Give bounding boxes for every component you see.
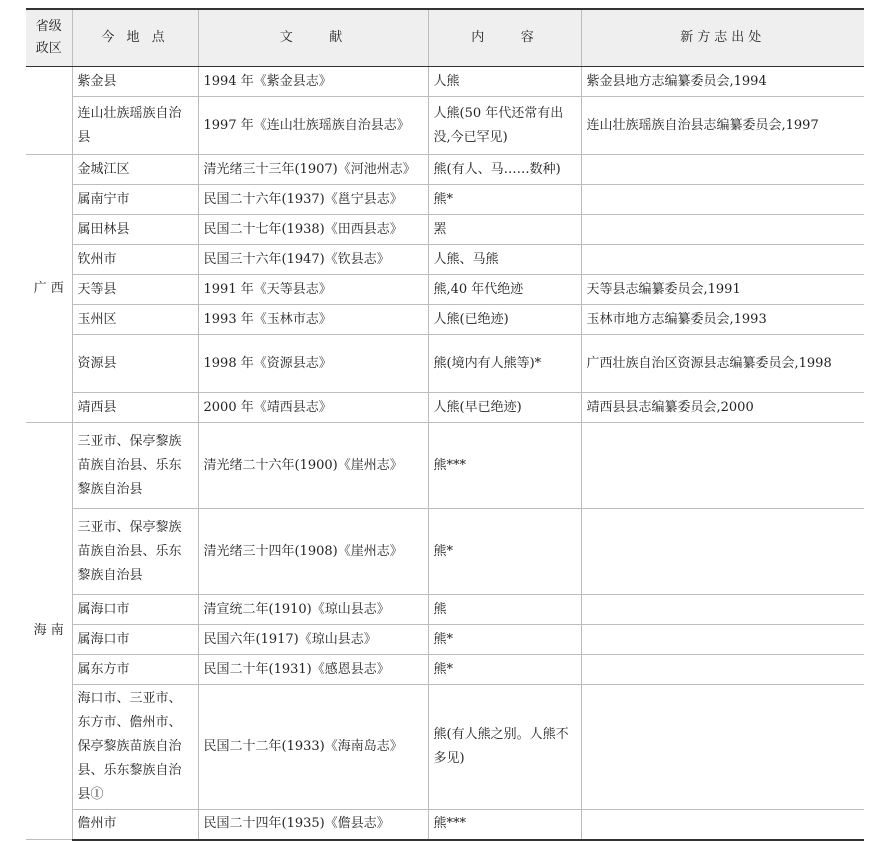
document-cell: 1991 年《天等县志》: [198, 275, 428, 305]
source-cell: 天等县志编纂委员会,1991: [581, 275, 864, 305]
table-row: [26, 393, 864, 423]
location-cell: 属南宁市: [72, 185, 198, 215]
table-row: [26, 275, 864, 305]
source-cell: [581, 655, 864, 685]
content-cell: 熊***: [428, 423, 581, 509]
content-cell: 熊(有人熊之别。人熊不多见): [428, 685, 581, 810]
table-row: [26, 215, 864, 245]
location-cell: 玉州区: [72, 305, 198, 335]
document-cell: 民国六年(1917)《琼山县志》: [198, 625, 428, 655]
content-cell: 熊***: [428, 810, 581, 840]
document-cell: 清光绪三十四年(1908)《崖州志》: [198, 509, 428, 595]
location-cell: 儋州市: [72, 810, 198, 840]
document-page: [26, 8, 864, 841]
document-cell: 民国二十四年(1935)《儋县志》: [198, 810, 428, 840]
location-cell: 属海口市: [72, 595, 198, 625]
content-cell: 人熊(已绝迹): [428, 305, 581, 335]
table-row: [26, 423, 864, 509]
source-cell: 广西壮族自治区资源县志编纂委员会,1998: [581, 335, 864, 393]
location-cell: 属东方市: [72, 655, 198, 685]
bear-records-table: [26, 8, 864, 841]
province-cell: 广 西: [26, 155, 72, 423]
location-cell: 天等县: [72, 275, 198, 305]
content-cell: 人熊(早已绝迹): [428, 393, 581, 423]
document-cell: 1993 年《玉林市志》: [198, 305, 428, 335]
document-cell: 2000 年《靖西县志》: [198, 393, 428, 423]
location-cell: 属田林县: [72, 215, 198, 245]
document-cell: 民国二十二年(1933)《海南岛志》: [198, 685, 428, 810]
table-row: [26, 67, 864, 97]
source-cell: [581, 625, 864, 655]
source-cell: [581, 185, 864, 215]
location-cell: 属海口市: [72, 625, 198, 655]
document-cell: 1994 年《紫金县志》: [198, 67, 428, 97]
source-cell: 连山壮族瑶族自治县志编纂委员会,1997: [581, 97, 864, 155]
source-cell: 紫金县地方志编纂委员会,1994: [581, 67, 864, 97]
source-cell: [581, 685, 864, 810]
source-cell: 玉林市地方志编纂委员会,1993: [581, 305, 864, 335]
document-cell: 民国二十年(1931)《感恩县志》: [198, 655, 428, 685]
header-location: 今 地 点: [72, 9, 198, 67]
document-cell: 清光绪二十六年(1900)《崖州志》: [198, 423, 428, 509]
location-cell: 资源县: [72, 335, 198, 393]
document-cell: 1998 年《资源县志》: [198, 335, 428, 393]
header-source: 新方志出处: [581, 9, 864, 67]
table-row: [26, 685, 864, 810]
content-cell: 熊,40 年代绝迹: [428, 275, 581, 305]
document-cell: 清宣统二年(1910)《琼山县志》: [198, 595, 428, 625]
source-cell: [581, 595, 864, 625]
content-cell: 熊(有人、马……数种): [428, 155, 581, 185]
content-cell: 罴: [428, 215, 581, 245]
table-header-row: [26, 9, 864, 67]
header-content: 内 容: [428, 9, 581, 67]
content-cell: 熊: [428, 595, 581, 625]
document-cell: 民国二十六年(1937)《邕宁县志》: [198, 185, 428, 215]
source-cell: 靖西县县志编纂委员会,2000: [581, 393, 864, 423]
source-cell: [581, 245, 864, 275]
header-document: 文 献: [198, 9, 428, 67]
table-row: [26, 155, 864, 185]
table-row: [26, 810, 864, 840]
content-cell: 熊*: [428, 509, 581, 595]
table-row: [26, 185, 864, 215]
source-cell: [581, 509, 864, 595]
table-row: [26, 625, 864, 655]
content-cell: 熊*: [428, 185, 581, 215]
table-row: [26, 655, 864, 685]
document-cell: 清光绪三十三年(1907)《河池州志》: [198, 155, 428, 185]
document-cell: 民国二十七年(1938)《田西县志》: [198, 215, 428, 245]
source-cell: [581, 423, 864, 509]
location-cell: 紫金县: [72, 67, 198, 97]
province-cell: 海 南: [26, 423, 72, 840]
content-cell: 熊(境内有人熊等)*: [428, 335, 581, 393]
header-province: 省级 政区: [26, 9, 72, 67]
source-cell: [581, 215, 864, 245]
location-cell: 海口市、三亚市、东方市、儋州市、保亭黎族苗族自治县、乐东黎族自治县①: [72, 685, 198, 810]
table-row: [26, 509, 864, 595]
source-cell: [581, 155, 864, 185]
table-row: [26, 245, 864, 275]
location-cell: 三亚市、保亭黎族苗族自治县、乐东黎族自治县: [72, 423, 198, 509]
location-cell: 连山壮族瑶族自治县: [72, 97, 198, 155]
document-cell: 1997 年《连山壮族瑶族自治县志》: [198, 97, 428, 155]
location-cell: 钦州市: [72, 245, 198, 275]
table-body: [26, 67, 864, 840]
table-row: [26, 335, 864, 393]
location-cell: 三亚市、保亭黎族苗族自治县、乐东黎族自治县: [72, 509, 198, 595]
source-cell: [581, 810, 864, 840]
content-cell: 熊*: [428, 625, 581, 655]
table-row: [26, 97, 864, 155]
content-cell: 人熊: [428, 67, 581, 97]
province-cell: [26, 67, 72, 155]
table-row: [26, 595, 864, 625]
location-cell: 靖西县: [72, 393, 198, 423]
location-cell: 金城江区: [72, 155, 198, 185]
content-cell: 人熊(50 年代还常有出没,今已罕见): [428, 97, 581, 155]
document-cell: 民国三十六年(1947)《钦县志》: [198, 245, 428, 275]
content-cell: 人熊、马熊: [428, 245, 581, 275]
content-cell: 熊*: [428, 655, 581, 685]
table-row: [26, 305, 864, 335]
